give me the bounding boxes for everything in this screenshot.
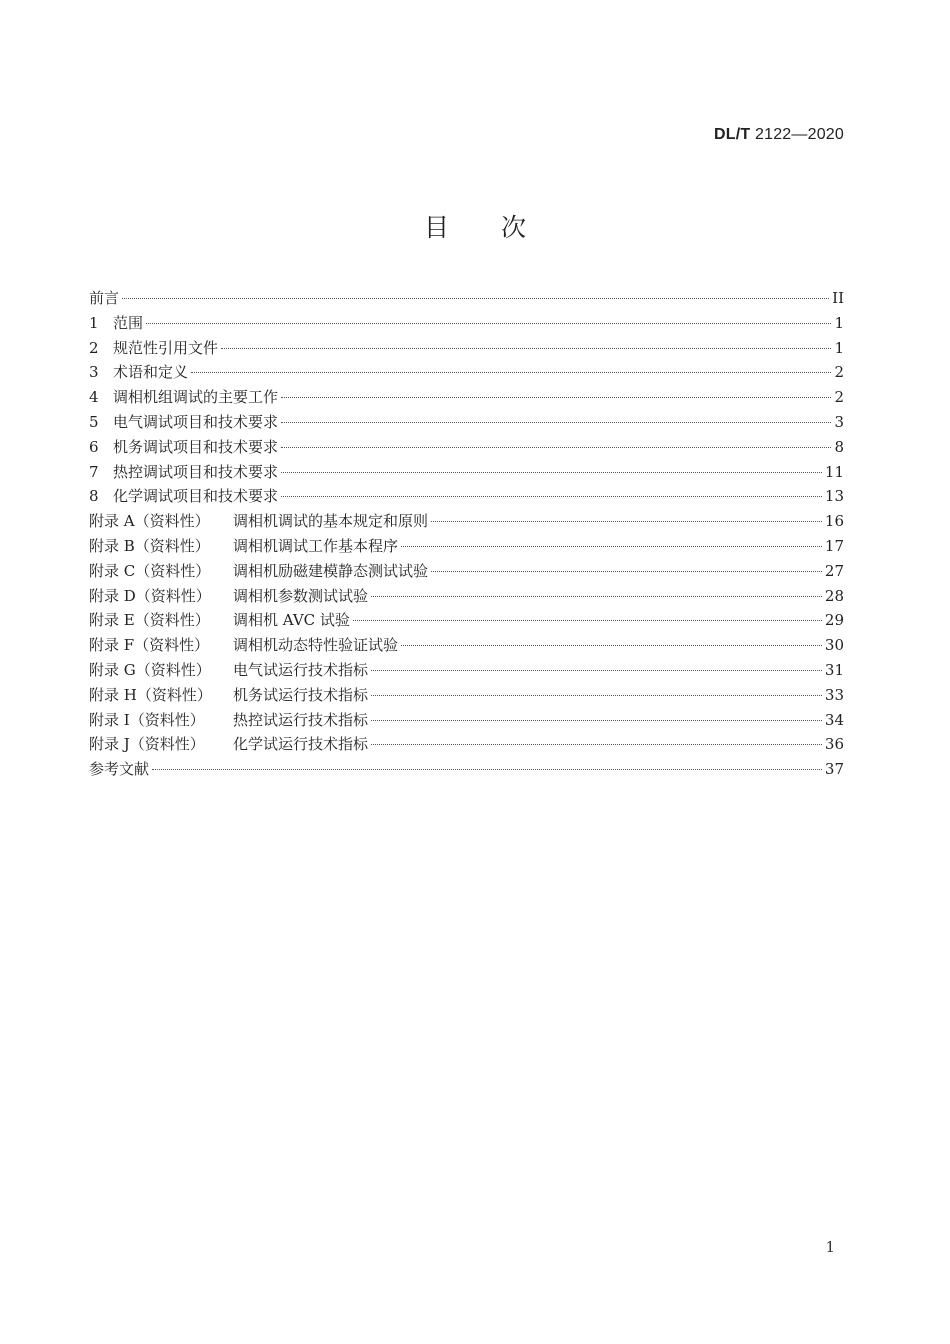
toc-entry-title: 范围 <box>113 313 144 332</box>
toc-entry-number: 3 <box>89 363 99 382</box>
toc-entry[interactable] <box>89 609 844 634</box>
toc-entry-page: 2 <box>834 363 844 382</box>
toc-entry-page: 33 <box>824 685 844 704</box>
toc-entry-page: 13 <box>824 487 844 506</box>
toc-entry[interactable] <box>89 386 844 411</box>
toc-entry-appendix-label: 附录 E（资料性） <box>89 611 210 630</box>
standard-code-prefix: DL/T <box>714 126 751 143</box>
toc-entry-title: 术语和定义 <box>113 363 189 382</box>
toc-dot-leader <box>281 472 822 473</box>
standard-code-number: 2122—2020 <box>750 126 844 143</box>
toc-entry-title: 化学试运行技术指标 <box>233 735 369 754</box>
toc-entry-appendix-label: 附录 B（资料性） <box>89 536 210 555</box>
toc-dot-leader <box>191 372 831 373</box>
toc-entry-title: 调相机组调试的主要工作 <box>113 388 279 407</box>
toc-entry-appendix-label: 附录 D（资料性） <box>89 586 211 605</box>
toc-entry-page: 1 <box>834 338 844 357</box>
toc-entry-page: 28 <box>824 586 844 605</box>
toc-entry-page: 36 <box>824 735 844 754</box>
toc-entry[interactable] <box>89 709 844 734</box>
toc-entry[interactable] <box>89 361 844 386</box>
toc-dot-leader <box>371 596 822 597</box>
toc-entry-appendix-label: 附录 F（资料性） <box>89 636 210 655</box>
toc-entry-title: 调相机 AVC 试验 <box>233 611 350 630</box>
toc-entry-title: 前言 <box>89 289 120 307</box>
toc-entry-appendix-label: 附录 C（资料性） <box>89 561 211 580</box>
toc-entry[interactable] <box>89 312 844 337</box>
toc-entry-appendix-label: 附录 J（资料性） <box>89 735 205 754</box>
toc-entry-number: 2 <box>89 338 99 357</box>
toc-entry-title: 机务调试项目和技术要求 <box>113 437 279 456</box>
toc-entry-page: 34 <box>824 710 844 729</box>
toc-entry-page: 37 <box>824 760 844 779</box>
toc-entry-page: 1 <box>834 313 844 332</box>
toc-entry[interactable] <box>89 585 844 610</box>
toc-entry-title: 化学调试项目和技术要求 <box>113 487 279 506</box>
toc-dot-leader <box>431 521 822 522</box>
toc-entry[interactable] <box>89 337 844 362</box>
toc-dot-leader <box>281 447 831 448</box>
toc-entry-title: 电气试运行技术指标 <box>233 660 369 679</box>
toc-entry-page: 29 <box>824 611 844 630</box>
toc-entry-page: 30 <box>824 636 844 655</box>
toc-entry-number: 6 <box>89 437 99 456</box>
toc-title: 目次 <box>423 213 578 242</box>
toc-entry[interactable] <box>89 461 844 486</box>
toc-dot-leader <box>353 620 822 621</box>
toc-entry-appendix-label: 附录 A（资料性） <box>89 512 210 531</box>
toc-entry[interactable] <box>89 733 844 758</box>
toc-entry-page: 8 <box>834 437 844 456</box>
toc-dot-leader <box>122 298 829 299</box>
page-number: 1 <box>825 1238 835 1256</box>
toc-entry[interactable] <box>89 485 844 510</box>
toc-entry-appendix-label: 附录 I（资料性） <box>89 710 205 729</box>
toc-dot-leader <box>371 670 822 671</box>
toc-entry[interactable] <box>89 411 844 436</box>
toc-dot-leader <box>146 323 831 324</box>
toc-entry-title: 调相机动态特性验证试验 <box>233 636 399 655</box>
table-of-contents <box>89 287 844 783</box>
toc-entry[interactable] <box>89 510 844 535</box>
toc-dot-leader <box>371 695 822 696</box>
toc-entry[interactable] <box>89 634 844 659</box>
toc-dot-leader <box>281 397 831 398</box>
toc-entry-page: II <box>832 289 844 307</box>
toc-entry[interactable] <box>89 287 844 312</box>
toc-dot-leader <box>401 546 822 547</box>
toc-entry-page: 27 <box>824 561 844 580</box>
toc-entry[interactable] <box>89 758 844 783</box>
toc-entry[interactable] <box>89 659 844 684</box>
toc-entry-appendix-label: 附录 H（资料性） <box>89 685 212 704</box>
toc-entry[interactable] <box>89 436 844 461</box>
toc-entry-page: 3 <box>834 412 844 431</box>
toc-entry-title: 规范性引用文件 <box>113 338 219 357</box>
toc-entry-title: 热控调试项目和技术要求 <box>113 462 279 481</box>
toc-entry-title: 机务试运行技术指标 <box>233 685 369 704</box>
toc-dot-leader <box>431 571 822 572</box>
toc-entry-page: 16 <box>824 512 844 531</box>
toc-entry-number: 5 <box>89 412 99 431</box>
toc-entry-page: 2 <box>834 388 844 407</box>
toc-entry[interactable] <box>89 684 844 709</box>
standard-code <box>714 126 844 144</box>
toc-entry-number: 7 <box>89 462 99 481</box>
toc-entry-title: 调相机励磁建模静态测试试验 <box>233 561 429 580</box>
toc-entry[interactable] <box>89 535 844 560</box>
toc-entry-number: 1 <box>89 313 99 332</box>
toc-entry-page: 17 <box>824 536 844 555</box>
toc-entry-appendix-label: 附录 G（资料性） <box>89 660 211 679</box>
toc-dot-leader <box>371 720 822 721</box>
toc-entry-title: 调相机参数测试试验 <box>233 586 369 605</box>
toc-entry-title: 调相机调试工作基本程序 <box>233 536 399 555</box>
toc-entry-page: 31 <box>824 660 844 679</box>
toc-dot-leader <box>221 348 831 349</box>
toc-entry-title: 热控试运行技术指标 <box>233 710 369 729</box>
toc-entry-title: 调相机调试的基本规定和原则 <box>233 512 429 531</box>
toc-dot-leader <box>281 422 831 423</box>
toc-dot-leader <box>152 769 822 770</box>
toc-entry-title: 参考文献 <box>89 760 150 779</box>
toc-entry-page: 11 <box>824 462 844 481</box>
toc-dot-leader <box>281 496 822 497</box>
toc-dot-leader <box>401 645 822 646</box>
toc-entry[interactable] <box>89 560 844 585</box>
toc-dot-leader <box>371 744 822 745</box>
toc-entry-number: 8 <box>89 487 99 506</box>
toc-entry-title: 电气调试项目和技术要求 <box>113 412 279 431</box>
toc-entry-number: 4 <box>89 388 99 407</box>
